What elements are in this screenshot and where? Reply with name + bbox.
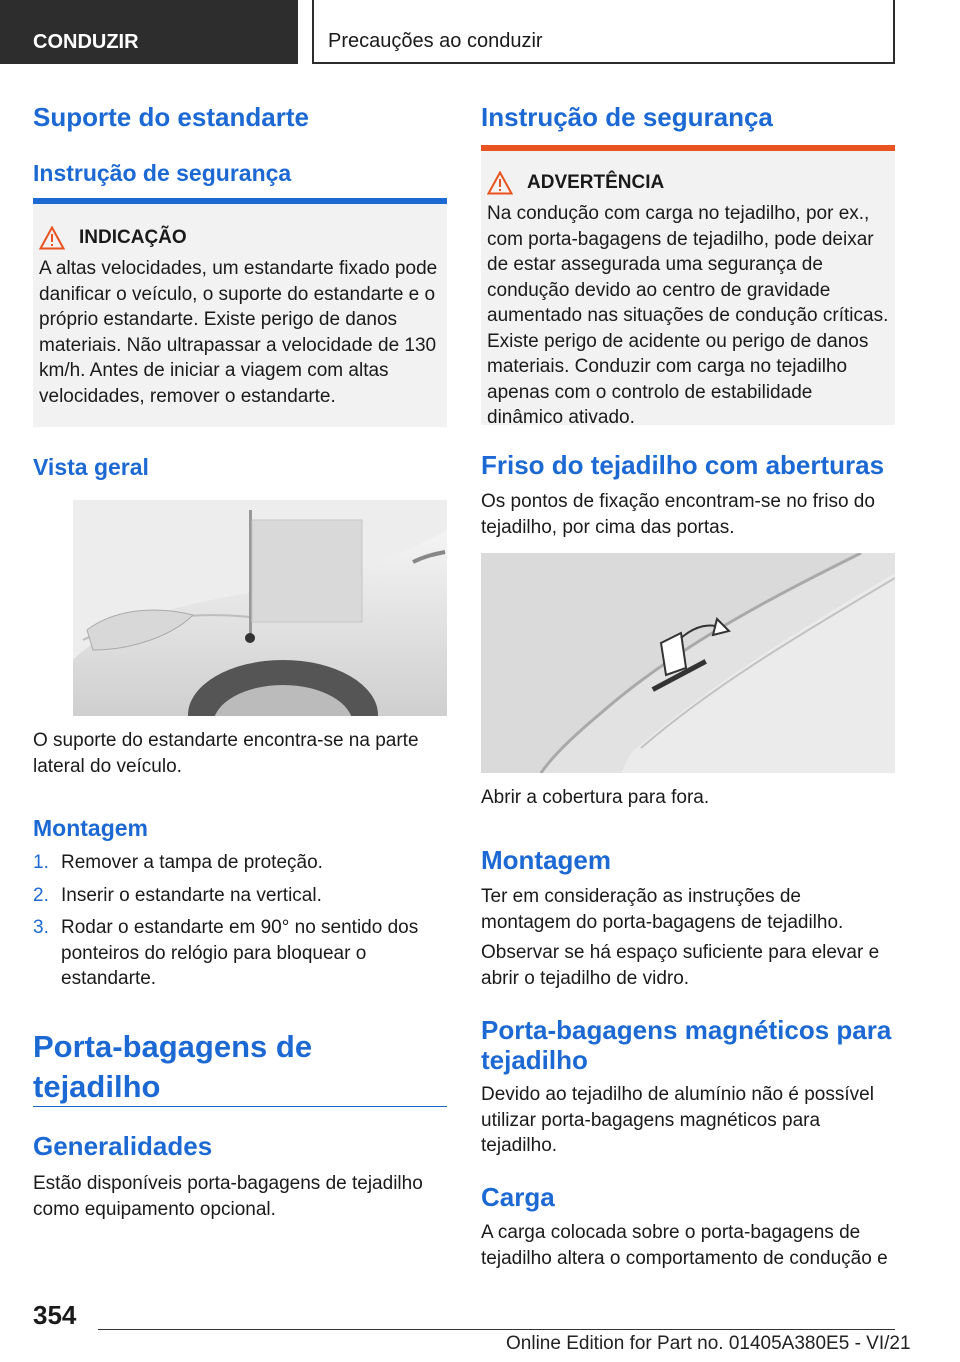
cover-text: Abrir a cobertura para fora. [481,787,710,808]
roof-rack-title: Porta-bagagens de tejadilho [33,1029,313,1104]
list-item: 3. Rodar o estandarte em 90° no sentido dos ponteiros do relógio para bloquear o estandarte. [33,917,419,989]
notice-box [33,204,447,427]
mount-steps [33,850,447,999]
warning-triangle-icon [39,226,65,250]
chapter-title: Precauções ao conduzir [312,0,895,64]
section-tab: CONDUZIR [0,0,298,64]
frieze-title: Friso do tejadilho com aberturas [481,450,885,480]
mount-title-right: Montagem [481,845,611,875]
load-text: A carga colocada sobre o porta-bagagens de tejadilho altera o comportamento de condução e [481,1222,888,1269]
load-title: Carga [481,1182,555,1212]
mount-title-left: Montagem [33,815,148,841]
notice-text: A altas velocidades, um estandarte fixado pode danificar o veículo, o suporte do estandarte e o próprio estandarte. Existe perigo de danos materiais. Não ultrapassar a velocidade de 130 km/h. Antes de iniciar a viagem com altas velocidades, remover o estandarte. [39,258,438,407]
section-title-flag-holder: Suporte do estandarte [33,102,309,132]
thin-rule [33,1106,447,1107]
footer-rule [98,1329,895,1330]
safety-title-right: Instrução de segurança [481,102,773,132]
notice-label: INDICAÇÃO [79,227,187,248]
page-number: 354 [33,1300,77,1330]
edition-text: Online Edition for Part no. 01405A380E5 - VI/21 [506,1333,911,1354]
general-text: Estão disponíveis porta-bagagens de tejadilho como equipamento opcional. [33,1173,423,1220]
car-fender-illustration [73,500,447,716]
magnetic-text: Devido ao tejadilho de alumínio não é possível utilizar porta-bagagens magnéticos para tejadilho. [481,1084,874,1156]
list-item: 1. Remover a tampa de proteção. [33,852,323,873]
overview-text: O suporte do estandarte encontra-se na parte lateral do veículo. [33,730,419,777]
overview-title: Vista geral [33,454,149,480]
subtitle-safety: Instrução de segurança [33,160,292,186]
warning-text: Na condução com carga no tejadilho, por ex., com porta-bagagens de tejadilho, pode deixar de estar assegurada uma segurança de condução devido ao centro de gravidade aumentado nas situações de condução críticas. Existe perigo de acidente ou perigo de danos materiais. Conduzir com carga no tejadilho apenas com o controlo de estabilidade dinâmico ativado. [487,203,889,428]
warning-triangle-icon [487,171,513,195]
roof-frieze-image [481,553,895,773]
magnetic-title: Porta-bagagens magnéticos para tejadilho [481,1015,892,1075]
warning-header [487,171,889,195]
mount-text-2: Observar se há espaço suficiente para elevar e abrir o tejadilho de vidro. [481,942,880,989]
general-title: Generalidades [33,1131,213,1161]
mount-text-1: Ter em consideração as instruções de montagem do porta-bagagens de tejadilho. [481,886,844,933]
warning-label: ADVERTÊNCIA [527,172,665,193]
notice-header [39,226,441,250]
roof-illustration [481,553,895,773]
flag-holder-image [73,500,447,716]
warning-box [481,151,895,428]
list-item: 2. Inserir o estandarte na vertical. [33,884,322,906]
frieze-text: Os pontos de fixação encontram-se no friso do tejadilho, por cima das portas. [481,491,875,538]
